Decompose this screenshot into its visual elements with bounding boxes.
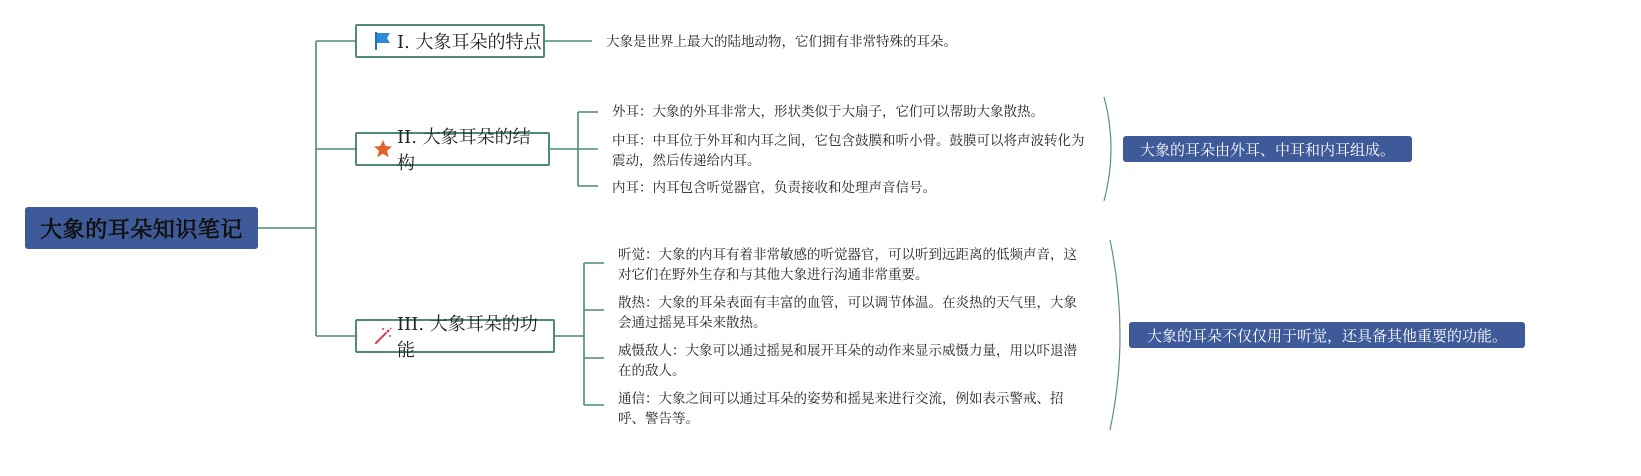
branch-node-1[interactable] xyxy=(355,24,545,58)
leaf-3-2: 散热：大象的耳朵表面有丰富的血管，可以调节体温。在炎热的天气里，大象会通过摇晃耳朵来散热。 xyxy=(618,295,1077,331)
summary-label-1: 大象的耳朵由外耳、中耳和内耳组成。 xyxy=(1139,140,1395,159)
summary-brace-1 xyxy=(1104,97,1111,201)
branch-label-1: I. 大象耳朵的特点 xyxy=(397,32,542,53)
star-icon xyxy=(373,139,393,159)
flag-icon xyxy=(373,31,393,51)
leaf-3-3: 威慑敌人：大象可以通过摇晃和展开耳朵的动作来显示威慑力量，用以吓退潜在的敌人。 xyxy=(618,343,1077,379)
branch-node-2[interactable] xyxy=(355,127,550,174)
leaf-2-1: 外耳：大象的外耳非常大，形状类似于大扇子，它们可以帮助大象散热。 xyxy=(612,104,1044,120)
summary-brace-2 xyxy=(1110,240,1120,430)
magic-wand-icon xyxy=(373,326,393,346)
summary-node-1[interactable] xyxy=(1123,136,1412,162)
leaf-3-4: 通信：大象之间可以通过耳朵的姿势和摇晃来进行交流，例如表示警戒、招呼、警告等。 xyxy=(618,391,1064,427)
leaf-3-1: 听觉：大象的内耳有着非常敏感的听觉器官，可以听到远距离的低频声音，这对它们在野外生存和与其他大象进行沟通非常重要。 xyxy=(618,247,1077,283)
branch-label-3: III. 大象耳朵的功能 xyxy=(397,314,538,361)
branch-label-2: II. 大象耳朵的结构 xyxy=(397,127,531,174)
summary-node-2[interactable] xyxy=(1129,322,1525,348)
leaf-2-2: 中耳：中耳位于外耳和内耳之间，它包含鼓膜和听小骨。鼓膜可以将声波转化为震动，然后传递给内耳。 xyxy=(612,133,1085,169)
root-label: 大象的耳朵知识笔记 xyxy=(40,217,243,243)
leaf-1-1: 大象是世界上最大的陆地动物，它们拥有非常特殊的耳朵。 xyxy=(606,34,957,50)
summary-label-2: 大象的耳朵不仅仅用于听觉，还具备其他重要的功能。 xyxy=(1146,326,1507,345)
branch-2-leaf-trunk xyxy=(550,112,598,186)
root-node[interactable] xyxy=(25,207,258,249)
branch-3-leaf-trunk xyxy=(555,263,604,405)
branch-node-3[interactable] xyxy=(355,314,555,361)
leaf-2-3: 内耳：内耳包含听觉器官，负责接收和处理声音信号。 xyxy=(612,180,936,196)
